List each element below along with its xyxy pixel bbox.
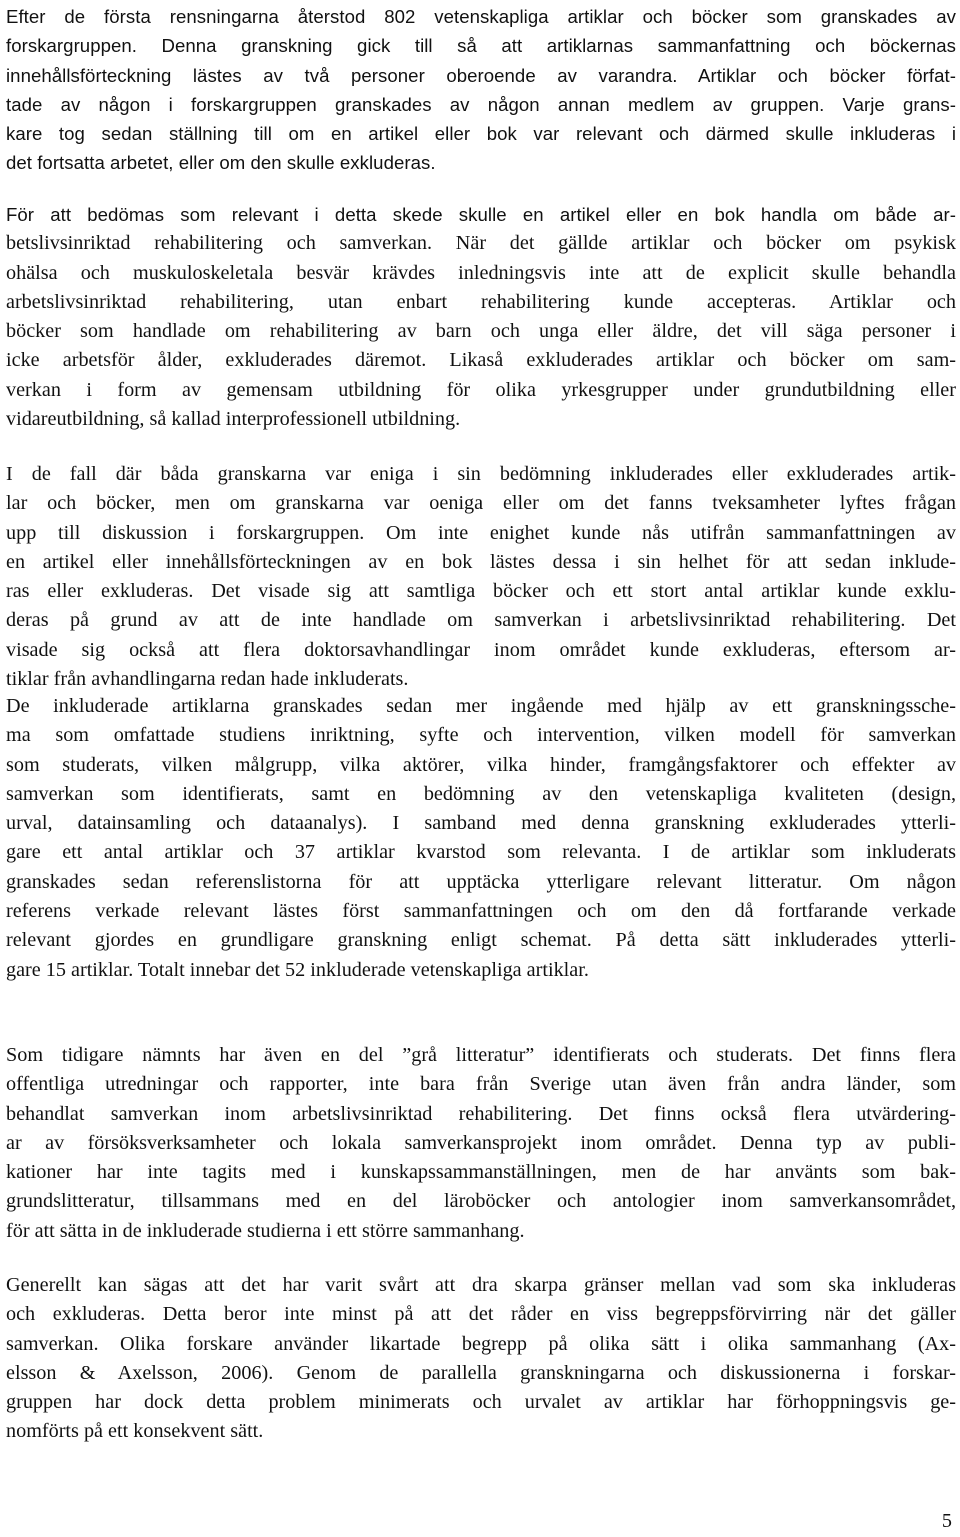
text-line: offentliga utredningar och rapporter, inte bara från Sverige utan även från andra länder, som: [6, 1073, 956, 1096]
paragraph-5: [6, 1041, 956, 1246]
text-line: Efter de första rensningarna återstod 802 vetenskapliga artiklar och böcker som granskades av: [6, 6, 956, 27]
text-line: Som tidigare nämnts har även en del ”grå litteratur” identifierats och studerats. Det finns flera: [6, 1044, 956, 1066]
text-line: som studerats, vilken målgrupp, vilka aktörer, vilka hinder, framgångsfaktorer och effekter av: [6, 753, 956, 776]
text-line: visade sig också att flera doktorsavhandlingar inom området kunde exkluderas, eftersom ar-: [6, 638, 956, 661]
text-line: samverkan. Olika forskare använder likartade begrepp på olika sätt i olika sammanhang (Ax-: [6, 1332, 956, 1355]
text-line: tiklar från avhandlingarna redan hade inkluderats.: [6, 668, 409, 691]
text-line: arbetslivsinriktad rehabilitering, utan enbart rehabilitering kunde accepteras. Artiklar och: [6, 290, 956, 313]
text-line: ar av försöksverksamheter och lokala samverkansprojekt inom området. Denna typ av publi-: [6, 1131, 956, 1154]
text-line: gare 15 artiklar. Totalt innebar det 52 inkluderade vetenskapliga artiklar.: [6, 958, 589, 981]
text-line: nomförts på ett konsekvent sätt.: [6, 1420, 264, 1443]
text-line: lar och böcker, men om granskarna var oeniga eller om det fanns tveksamheter lyftes frågan: [6, 492, 956, 515]
text-line: en artikel eller innehållsförteckningen av en bok lästes dessa i sin helhet för att sedan inklude-: [6, 550, 956, 573]
text-line: samverkan som identifierats, samt en bedömning av den vetenskapliga kvaliteten (design,: [6, 782, 956, 805]
text-line: forskargruppen. Denna granskning gick till så att artiklarnas sammanfattning och böckernas: [6, 35, 956, 57]
text-line: Generellt kan sägas att det har varit svårt att dra skarpa gränser mellan vad som ska inkluderas: [6, 1274, 956, 1296]
text-line: gare ett antal artiklar och 37 artiklar kvarstod som relevanta. I de artiklar som inkluderats: [6, 841, 956, 864]
text-line: ras eller exkluderas. Det visade sig att samtliga böcker och ett stort antal artiklar kunde exklu-: [6, 580, 956, 603]
text-line: elsson & Axelsson, 2006). Genom de parallella granskningarna och diskussionerna i forskar-: [6, 1361, 956, 1384]
text-line: kare tog sedan ställning till om en artikel eller bok var relevant och därmed skulle inkluderas i: [6, 123, 956, 145]
text-line: böcker som handlade om rehabilitering av barn och unga eller äldre, det vill säga personer i: [6, 320, 956, 343]
paragraph-3: [6, 460, 956, 694]
text-line: granskades sedan referenslistorna för att upptäcka ytterligare relevant litteratur. Om någon: [6, 870, 956, 893]
text-line: referens verkade relevant lästes först sammanfattningen och om den då fortfarande verkade: [6, 900, 956, 923]
text-line: relevant gjordes en grundligare granskning enligt schemat. På detta sätt inkluderades ytterli-: [6, 929, 956, 952]
text-line: betslivsinriktad rehabilitering och samverkan. När det gällde artiklar och böcker om psykisk: [6, 232, 956, 255]
text-line: kationer har inte tagits med i kunskapssammanställningen, men de har använts som bak-: [6, 1161, 956, 1184]
text-line: och exkluderas. Detta beror inte minst på att det råder en viss begreppsförvirring när det gäller: [6, 1303, 956, 1326]
text-line: för att sätta in de inkluderade studierna i ett större sammanhang.: [6, 1219, 525, 1242]
text-line: gruppen har dock detta problem minimerats och urvalet av artiklar har förhoppningsvis ge-: [6, 1391, 956, 1414]
text-line: I de fall där båda granskarna var eniga i sin bedömning inkluderades eller exkluderades artik-: [6, 463, 956, 485]
text-line: tade av någon i forskargruppen granskades av någon annan medlem av gruppen. Varje grans-: [6, 93, 956, 115]
paragraph-6: [6, 1271, 956, 1447]
paragraph-4: [6, 692, 956, 985]
paragraph-1: [6, 2, 956, 178]
paragraph-2: [6, 200, 956, 434]
text-line: För att bedömas som relevant i detta skede skulle en artikel eller en bok handla om både ar-: [6, 204, 956, 225]
text-line: De inkluderade artiklarna granskades sedan mer ingående med hjälp av ett granskningssche-: [6, 695, 956, 717]
page-number: 5: [941, 1510, 952, 1532]
text-line: innehållsförteckning lästes av två personer oberoende av varandra. Artiklar och böcker förfat-: [6, 64, 956, 86]
text-line: upp till diskussion i forskargruppen. Om inte enighet kunde nås utifrån sammanfattningen av: [6, 521, 956, 544]
text-line: det fortsatta arbetet, eller om den skulle exkluderas.: [6, 152, 436, 174]
text-line: deras på grund av att de inte handlade om samverkan i arbetslivsinriktad rehabilitering. Det: [6, 609, 956, 632]
text-line: behandlat samverkan inom arbetslivsinriktad rehabilitering. Det finns också flera utvärdering-: [6, 1102, 956, 1125]
text-line: icke arbetsför ålder, exkluderades däremot. Likaså exkluderades artiklar och böcker om sam-: [6, 349, 956, 372]
text-line: urval, datainsamling och dataanalys). I samband med denna granskning exkluderades ytterli-: [6, 812, 956, 835]
text-line: ma som omfattade studiens inriktning, syfte och intervention, vilken modell för samverkan: [6, 724, 956, 747]
text-line: ohälsa och muskuloskeletala besvär krävdes inledningsvis inte att de explicit skulle behandla: [6, 261, 956, 284]
text-line: grundslitteratur, tillsammans med en del läroböcker och antologier inom samverkansområdet,: [6, 1190, 956, 1213]
text-line: verkan i form av gemensam utbildning för olika yrkesgrupper under grundutbildning eller: [6, 378, 956, 401]
text-line: vidareutbildning, så kallad interprofessionell utbildning.: [6, 408, 461, 431]
